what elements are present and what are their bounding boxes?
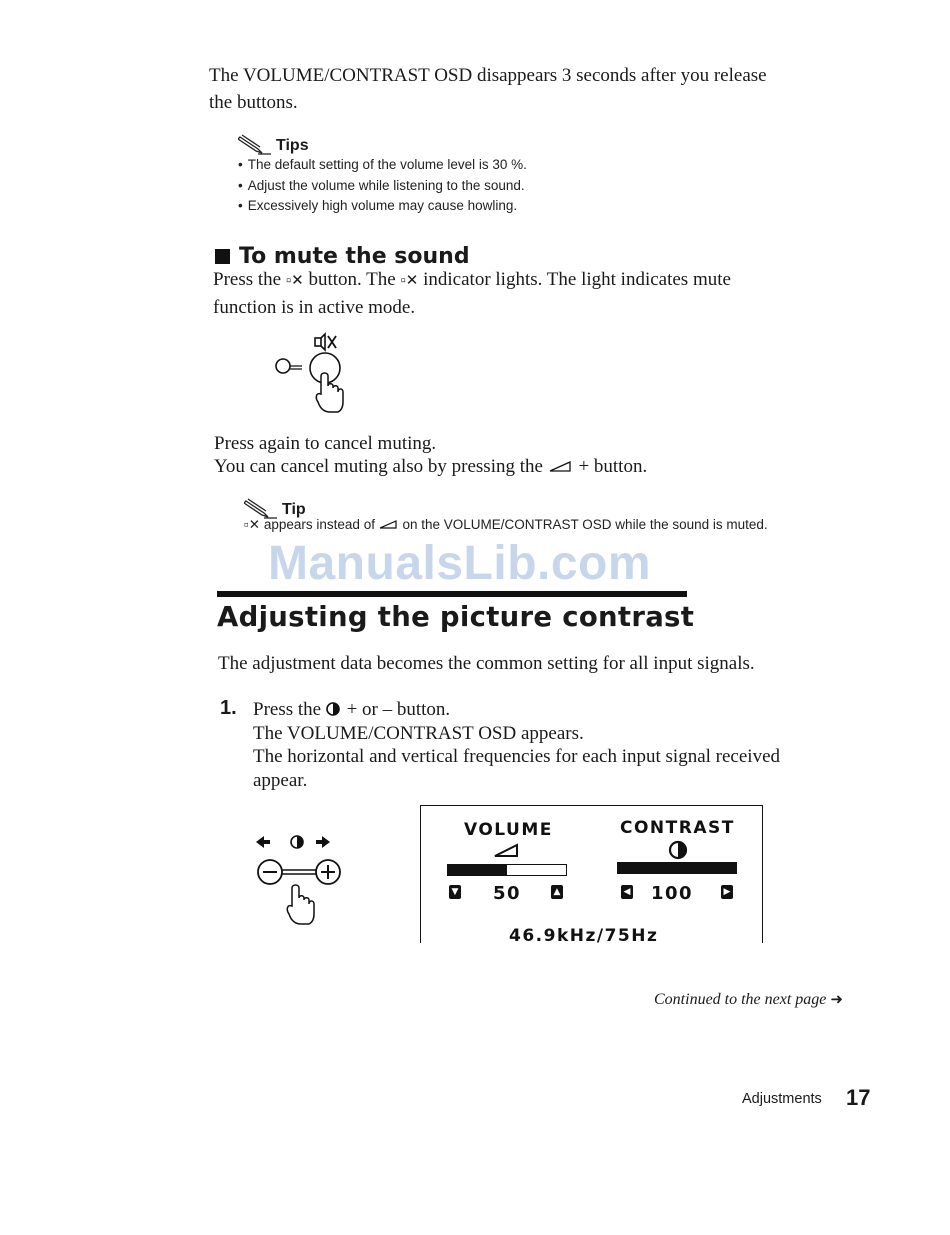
volume-value: 50 — [493, 883, 522, 904]
contrast-bar — [617, 862, 737, 874]
frequency-readout: 46.9kHz/75Hz — [509, 926, 659, 946]
pencil-note-icon — [238, 133, 272, 155]
mute-icon: ▫✕ — [285, 272, 304, 289]
list-item: • Adjust the volume while listening to the sound. — [238, 176, 638, 197]
volume-icon — [493, 842, 521, 858]
tip-title: Tip — [282, 501, 306, 518]
contrast-up-icon: ▶ — [721, 885, 733, 899]
mute-button-illustration — [268, 330, 358, 420]
volume-contrast-osd — [420, 805, 763, 946]
tips-list — [238, 155, 638, 217]
volume-down-icon: ▼ — [449, 885, 461, 899]
page-number: 17 — [846, 1085, 871, 1110]
contrast-buttons-illustration — [252, 830, 352, 930]
contrast-icon — [668, 840, 688, 860]
volume-label: VOLUME — [464, 820, 553, 840]
mute-paragraph: Press the ▫✕ button. The ▫✕ indicator lights. The light indicates mute function is in active mode. — [213, 269, 731, 318]
volume-bar — [447, 864, 567, 876]
contrast-intro: The adjustment data becomes the common setting for all input signals. — [218, 653, 755, 674]
mute-icon: ▫✕ — [400, 272, 419, 289]
volume-up-icon: ▲ — [551, 885, 563, 899]
footer-section: Adjustments — [742, 1091, 822, 1107]
mute-heading: To mute the sound — [215, 244, 470, 269]
contrast-down-icon: ◀ — [621, 885, 633, 899]
step-number: 1. — [220, 697, 237, 719]
volume-bar-fill — [448, 865, 507, 875]
contrast-icon — [326, 702, 342, 716]
list-item: • The default setting of the volume level is 30 %. — [238, 155, 638, 176]
list-item: • Excessively high volume may cause howling. — [238, 196, 638, 217]
intro-line-2: the buttons. — [209, 92, 298, 113]
section-divider — [217, 591, 687, 597]
contrast-bar-fill — [618, 863, 736, 873]
intro-line-1: The VOLUME/CONTRAST OSD disappears 3 seconds after you release — [209, 65, 767, 86]
continued-note: Continued to the next page ➜ — [654, 991, 843, 1008]
step-text: Press the + or – button. The VOLUME/CONTRAST OSD appears. The horizontal and vertical frequencies for each input signal received appear. — [253, 699, 781, 791]
page-title: Adjusting the picture contrast — [217, 601, 695, 633]
mute-icon: ▫✕ — [244, 517, 261, 532]
pencil-note-icon — [244, 497, 278, 519]
volume-icon — [379, 519, 399, 529]
tip-text: ▫✕ appears instead of on the VOLUME/CONTRAST OSD while the sound is muted. — [244, 517, 768, 532]
arrow-right-icon: ➜ — [830, 991, 843, 1008]
contrast-value: 100 — [651, 883, 694, 904]
square-bullet-icon — [215, 249, 230, 264]
volume-icon — [548, 460, 574, 472]
intro-paragraph — [209, 64, 889, 115]
contrast-label: CONTRAST — [620, 818, 735, 838]
cancel-mute-paragraph: Press again to cancel muting. You can cancel muting also by pressing the + button. — [214, 433, 648, 477]
watermark: ManualsLib.com — [268, 537, 652, 590]
tips-title: Tips — [276, 137, 309, 154]
